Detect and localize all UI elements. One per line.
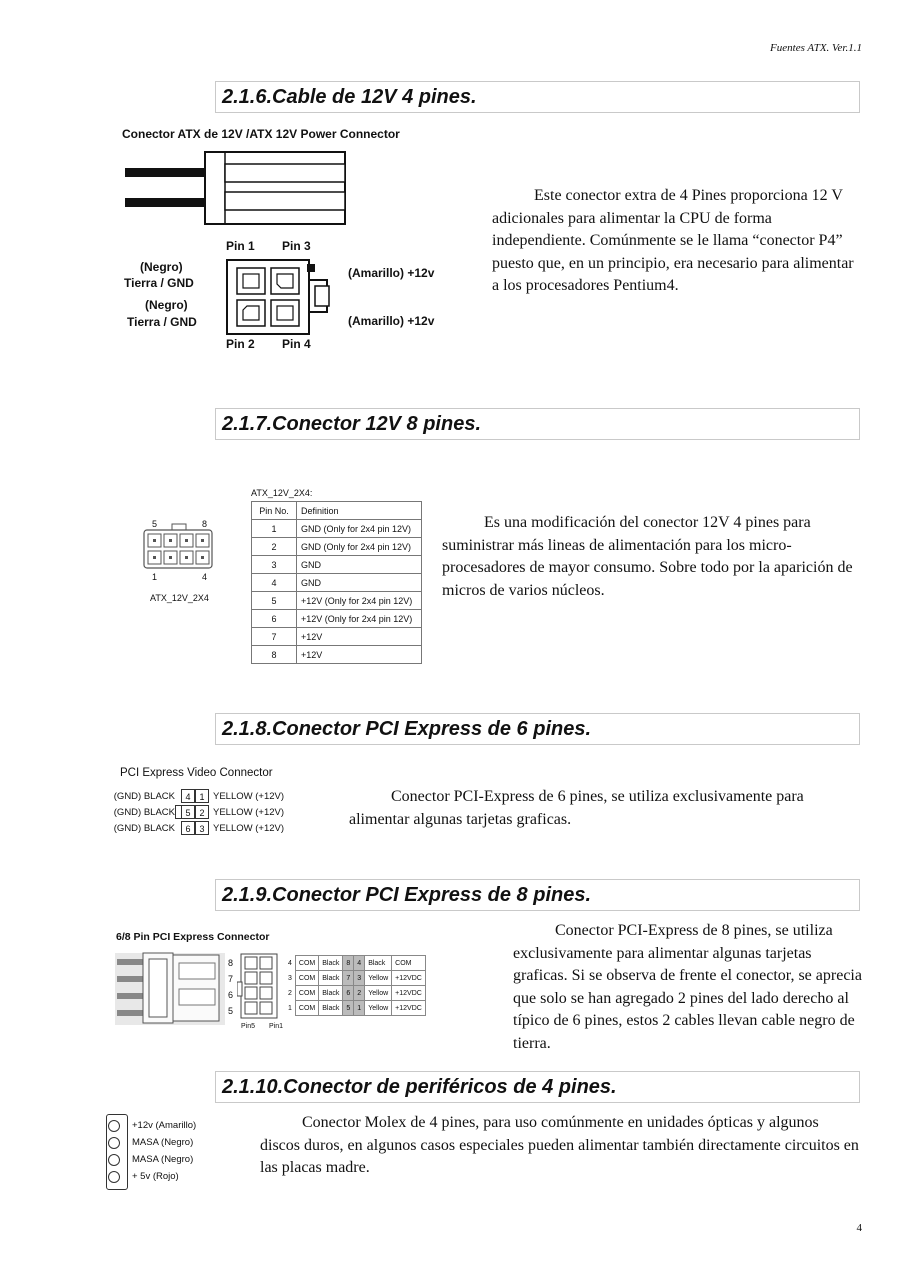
- pin-right-label: YELLOW (+12V): [213, 790, 285, 802]
- table-header-row: [252, 502, 422, 520]
- cell: 6: [343, 986, 354, 1001]
- cell-pin: 1: [252, 520, 297, 538]
- pin-left-label: (GND) BLACK: [113, 822, 175, 834]
- left-num: 5: [228, 1006, 234, 1016]
- figure-title-pcie-6pin: PCI Express Video Connector: [120, 767, 273, 779]
- cell: Yellow: [365, 986, 392, 1001]
- pcie-8pin-cable-drawing: [115, 945, 225, 1025]
- table-row: [252, 646, 422, 664]
- pin1-label: Pin 1: [226, 239, 255, 253]
- pin-cell: 2: [195, 805, 209, 819]
- amarillo-label-1: (Amarillo) +12v: [348, 266, 435, 280]
- pin-right-label: YELLOW (+12V): [213, 806, 285, 818]
- cell: 2: [288, 989, 292, 997]
- cell: COM: [392, 956, 426, 971]
- cell: Black: [319, 971, 343, 986]
- pin4-label: Pin 4: [282, 337, 311, 351]
- connector-name-label: ATX_12V_2X4: [150, 593, 209, 603]
- pin5-caption: Pin5: [241, 1023, 256, 1030]
- pcie-8pin-table: [285, 955, 426, 1016]
- cell-definition: GND (Only for 2x4 pin 12V): [297, 520, 422, 538]
- molex-pin-label: +12v (Amarillo): [132, 1120, 197, 1131]
- cell: COM: [295, 956, 318, 971]
- gnd-label-1: Tierra / GND: [124, 276, 194, 290]
- cell: COM: [295, 1001, 318, 1016]
- atx-12v-cable-drawing: [125, 150, 355, 230]
- paragraph-2-1-10: Conector Molex de 4 pines, para uso comúnmente en unidades ópticas y algunos discos duros, en algunos casos especiales pueden alimentar también directamente circuitos en las placas madre.: [260, 1114, 859, 1176]
- table-row: [252, 556, 422, 574]
- paragraph-2-1-8: Conector PCI-Express de 6 pines, se utiliza exclusivamente para alimentar algunas tarjetas graficas.: [349, 788, 804, 828]
- table-row: [252, 610, 422, 628]
- pcie-row: [105, 788, 284, 804]
- paragraph-2-1-9: Conector PCI-Express de 8 pines, se utiliza exclusivamente para alimentar algunas tarjetas graficas. Si se observa de frente el conector, se aprecia que solo se han agregado 2 pines del lado derecho al típico de 6 pines, estos 2 cables llevan cable negro de tierra.: [513, 922, 862, 1052]
- table-row: [252, 520, 422, 538]
- pin-right-label: YELLOW (+12V): [213, 822, 285, 834]
- paragraph-2-1-7: Es una modificación del conector 12V 4 pines para suministrar más lineas de alimentación para los micro-procesadores de mayor consumo. Sobre todo por la aparición de micros de varios núcleos.: [442, 514, 853, 599]
- table-row: [285, 971, 425, 986]
- pin-cell: 4: [181, 789, 195, 803]
- molex-pin-label: MASA (Negro): [132, 1154, 194, 1165]
- running-header: Fuentes ATX. Ver.1.1: [770, 42, 862, 54]
- 4pin-connector-face: [225, 258, 345, 338]
- header-definition: Definition: [297, 502, 422, 520]
- pin1-caption: Pin1: [269, 1023, 284, 1030]
- molex-row: [108, 1117, 196, 1134]
- cell: 1: [354, 1001, 365, 1016]
- cell: +12VDC: [392, 971, 426, 986]
- pin-circle-icon: [108, 1171, 120, 1183]
- cell: Yellow: [365, 971, 392, 986]
- pin-left-label: (GND) BLACK: [113, 806, 175, 818]
- pin1-mark: 1: [152, 572, 158, 582]
- cell-pin: 2: [252, 538, 297, 556]
- negro-label-2: (Negro): [145, 298, 188, 312]
- cell: 4: [288, 959, 292, 967]
- cell: 2: [354, 986, 365, 1001]
- pcie-6pin-diagram: [105, 788, 284, 836]
- pin-circle-icon: [108, 1120, 120, 1132]
- section-heading-2-1-7: 2.1.7.Conector 12V 8 pines.: [215, 408, 860, 440]
- cell-pin: 8: [252, 646, 297, 664]
- pin-circle-icon: [108, 1154, 120, 1166]
- gnd-label-2: Tierra / GND: [127, 315, 197, 329]
- cell-pin: 6: [252, 610, 297, 628]
- 8pin-connector-drawing: [142, 522, 217, 572]
- left-num: 8: [228, 958, 234, 968]
- table-row: [252, 628, 422, 646]
- cell-definition: +12V: [297, 628, 422, 646]
- molex-row: [108, 1168, 196, 1185]
- table-row: [285, 986, 425, 1001]
- cell-pin: 5: [252, 592, 297, 610]
- section-heading-2-1-10: 2.1.10.Conector de periféricos de 4 pines.: [215, 1071, 860, 1103]
- table-row: [252, 538, 422, 556]
- pin-cell: 1: [195, 789, 209, 803]
- cell: 7: [343, 971, 354, 986]
- molex-row: [108, 1134, 196, 1151]
- pin-circle-icon: [108, 1137, 120, 1149]
- figure-title-pcie-8pin: 6/8 Pin PCI Express Connector: [116, 931, 270, 943]
- section-heading-2-1-8: 2.1.8.Conector PCI Express de 6 pines.: [215, 713, 860, 745]
- pin-definition-table: [251, 501, 422, 664]
- molex-pin-label: MASA (Negro): [132, 1137, 194, 1148]
- molex-pin-label: + 5v (Rojo): [132, 1171, 179, 1182]
- cell-definition: +12V (Only for 2x4 pin 12V): [297, 610, 422, 628]
- pcie-row: [105, 804, 284, 820]
- pin-cell: 6: [181, 821, 195, 835]
- cell: 5: [343, 1001, 354, 1016]
- cell: Black: [365, 956, 392, 971]
- pcie-row: [105, 820, 284, 836]
- pin-left-label: (GND) BLACK: [113, 790, 175, 802]
- page-number: 4: [856, 1222, 862, 1234]
- section-heading-2-1-9: 2.1.9.Conector PCI Express de 8 pines.: [215, 879, 860, 911]
- pin8-mark: 8: [202, 519, 208, 529]
- section-heading-2-1-6: 2.1.6.Cable de 12V 4 pines.: [215, 81, 860, 113]
- cell: Black: [319, 986, 343, 1001]
- cell-definition: +12V (Only for 2x4 pin 12V): [297, 592, 422, 610]
- table-row: [285, 956, 425, 971]
- pin4-mark: 4: [202, 572, 208, 582]
- cell-definition: +12V: [297, 646, 422, 664]
- cell: COM: [295, 986, 318, 1001]
- cell-definition: GND: [297, 574, 422, 592]
- cell: 8: [343, 956, 354, 971]
- pin3-label: Pin 3: [282, 239, 311, 253]
- cell: +12VDC: [392, 986, 426, 1001]
- cell: 3: [288, 974, 292, 982]
- figure-title-12v-4pin: Conector ATX de 12V /ATX 12V Power Connector: [122, 127, 400, 141]
- cell-pin: 7: [252, 628, 297, 646]
- cell: Black: [319, 1001, 343, 1016]
- cell-pin: 3: [252, 556, 297, 574]
- table-caption: ATX_12V_2X4:: [251, 488, 313, 498]
- cell-definition: GND: [297, 556, 422, 574]
- cell: Yellow: [365, 1001, 392, 1016]
- pin5-mark: 5: [152, 519, 158, 529]
- left-num: 6: [228, 990, 234, 1000]
- cell: 1: [288, 1004, 292, 1012]
- molex-diagram: [108, 1117, 196, 1185]
- table-row: [252, 574, 422, 592]
- table-row: [252, 592, 422, 610]
- cell-pin: 4: [252, 574, 297, 592]
- cell: Black: [319, 956, 343, 971]
- header-pin-no: Pin No.: [252, 502, 297, 520]
- pin-cell: 5: [181, 805, 195, 819]
- cell: 4: [354, 956, 365, 971]
- molex-row: [108, 1151, 196, 1168]
- left-num: 7: [228, 974, 234, 984]
- negro-label-1: (Negro): [140, 260, 183, 274]
- pin2-label: Pin 2: [226, 337, 255, 351]
- cell: +12VDC: [392, 1001, 426, 1016]
- pcie-8pin-face: [237, 952, 283, 1020]
- amarillo-label-2: (Amarillo) +12v: [348, 314, 435, 328]
- paragraph-2-1-6: Este conector extra de 4 Pines proporciona 12 V adicionales para alimentar la CPU de forma independiente. Comúnmente se le llama “conector P4” puesto que, en un principio, era necesario para alimentar a los procesadores Pentium4.: [492, 187, 854, 294]
- pin-left-numbers: [228, 955, 233, 1019]
- table-row: [285, 1001, 425, 1016]
- cell: COM: [295, 971, 318, 986]
- pin-cell: 3: [195, 821, 209, 835]
- cell-definition: GND (Only for 2x4 pin 12V): [297, 538, 422, 556]
- cell: 3: [354, 971, 365, 986]
